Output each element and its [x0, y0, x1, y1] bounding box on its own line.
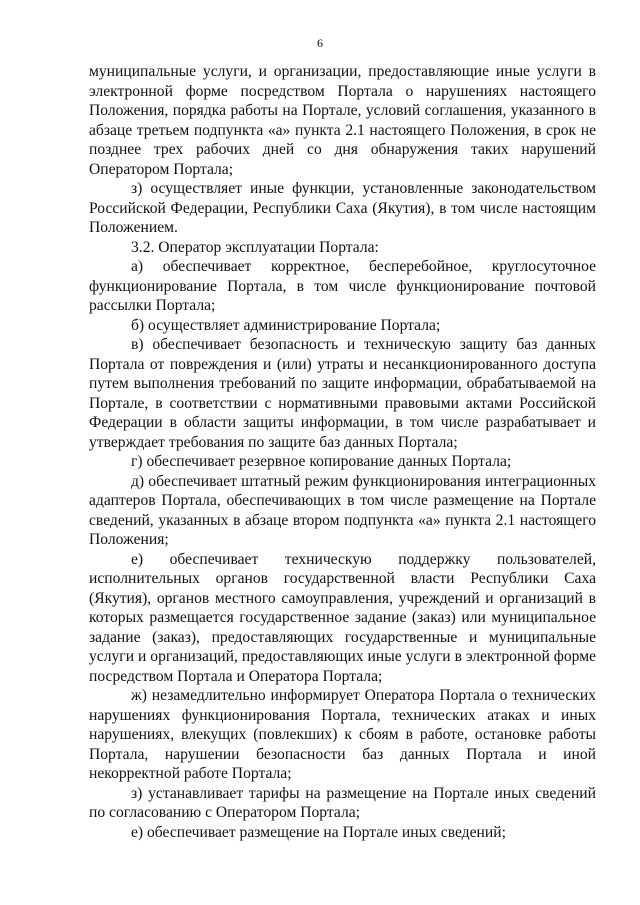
- paragraph-item-b: б) осуществляет администрирование Портала;: [131, 316, 441, 334]
- page-number: 6: [317, 36, 323, 50]
- paragraph-item-g: г) обеспечивает резервное копирование данных Портала;: [131, 453, 512, 470]
- paragraph-item-a: а) обеспечивает корректное, бесперебойное, круглосуточное функционирование Портала, в том числе функционирование почтовой рассылки Портала;: [89, 258, 596, 314]
- paragraph-item-d: д) обеспечивает штатный режим функционирования интеграционных адаптеров Портала, обеспечивающих в том числе размещение на Портале сведений, указанных в абзаце втором подпункта «а» пункта 2.1 настоящего Положения;: [89, 472, 596, 548]
- document-body: [89, 62, 596, 842]
- section-heading-3-2: 3.2. Оператор эксплуатации Портала:: [131, 238, 379, 256]
- paragraph-item-zh: ж) незамедлительно информирует Оператора Портала о технических нарушениях функционирования Портала, технических атаках и иных нарушениях, влекущих (повлекших) к сбоям в работе, остановке работы Портала, нарушении безопасности баз данных Портала и иной некорректной работе Портала;: [89, 687, 596, 782]
- paragraph-item-e-support: е) обеспечивает техническую поддержку пользователей, исполнительных органов государственной власти Республики Саха (Якутия), органов местного самоуправления, учреждений и организаций в которых размещается государственное задание (заказ) или муниципальное задание (заказ), предоставляющих государственные и муниципальные услуги и организаций, предоставляющих иные услуги в электронной форме посредством Портала и Оператора Портала;: [89, 550, 596, 685]
- paragraph-item-v: в) обеспечивает безопасность и техническую защиту баз данных Портала от повреждения и (или) утраты и несанкционированного доступа путем выполнения требований по защите информации, обрабатываемой на Портале, в соответствии с нормативными правовыми актами Российской Федерации в области защиты информации, в том числе разрабатывает и утверждает требования по защите баз данных Портала;: [89, 336, 596, 451]
- paragraph-continuation: муниципальные услуги, и организации, предоставляющие иные услуги в электронной форме посредством Портала о нарушениях настоящего Положения, порядка работы на Портале, условий соглашения, указанного в абзаце третьем подпункта «а» пункта 2.1 настоящего Положения, в срок не позднее трех рабочих дней со дня обнаружения таких нарушений Оператором Портала;: [89, 63, 596, 178]
- paragraph-item-e-placement: е) обеспечивает размещение на Портале иных сведений;: [131, 823, 506, 841]
- paragraph-item-z-tariffs: з) устанавливает тарифы на размещение на Портале иных сведений по согласованию с Оператором Портала;: [89, 784, 596, 821]
- paragraph-item-z-functions: з) осуществляет иные функции, установленные законодательством Российской Федерации, Республики Саха (Якутия), в том числе настоящим Положением.: [89, 180, 596, 236]
